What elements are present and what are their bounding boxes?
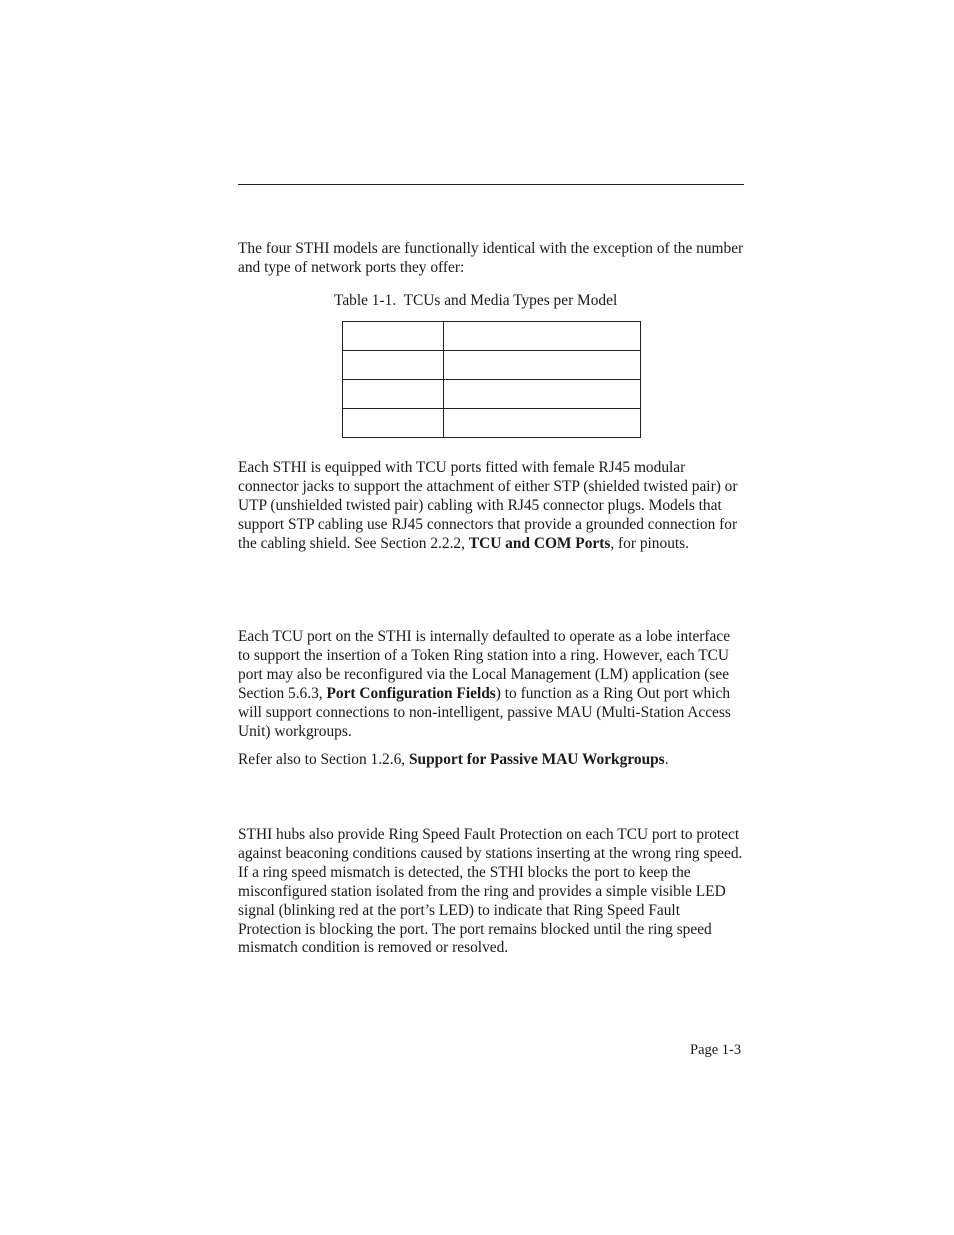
table-cell bbox=[444, 380, 641, 409]
refer-text: Refer also to Section 1.2.6, bbox=[238, 751, 409, 768]
refer-paragraph bbox=[238, 751, 744, 770]
lobe-interface-text-end: ) to function as a Ring Out port which will support connections to non-intelligent, passive MAU (Multi-Station Access Unit) workgroups. bbox=[238, 684, 731, 740]
tcu-com-ports-reference: TCU and COM Ports bbox=[468, 534, 611, 552]
page-number: Page 1-3 bbox=[690, 1042, 742, 1058]
table-row bbox=[343, 351, 641, 380]
ring-speed-paragraph: STHI hubs also provide Ring Speed Fault Protection on each TCU port to protect against beaconing conditions caused by stations inserting at the wrong ring speed. If a ring speed mismatch is detected, the STHI blocks the port to keep the misconfigured station isolated from the ring and provides a simple visible LED signal (blinking red at the port’s LED) to indicate that Ring Speed Fault Protection is blocking the port. The port remains blocked until the ring speed mismatch condition is removed or resolved. bbox=[238, 826, 743, 957]
header-rule bbox=[238, 184, 744, 185]
table-caption: Table 1-1. TCUs and Media Types per Model bbox=[334, 292, 618, 309]
table-row bbox=[343, 409, 641, 438]
tcu-ports-text: Each STHI is equipped with TCU ports fitted with female RJ45 modular connector jacks to support the attachment of either STP (shielded twisted pair) or UTP (unshielded twisted pair) cabling with RJ45 connector plugs. Models that support STP cabling use RJ45 connectors that provide a grounded connection for the cabling shield. See Section 2.2.2, bbox=[238, 459, 738, 552]
table-cell bbox=[343, 322, 444, 351]
refer-text-end: . bbox=[664, 751, 669, 768]
table-cell bbox=[444, 322, 641, 351]
table-cell bbox=[444, 351, 641, 380]
table-cell bbox=[343, 351, 444, 380]
passive-mau-reference: Support for Passive MAU Workgroups bbox=[408, 751, 665, 768]
table-cell bbox=[444, 409, 641, 438]
tcu-ports-paragraph bbox=[238, 459, 744, 554]
table-row bbox=[343, 380, 641, 409]
lobe-interface-text: Each TCU port on the STHI is internally defaulted to operate as a lobe interface to support the insertion of a Token Ring station into a ring. However, each TCU port may also be reconfigured via the Local Management (LM) application (see Section 5.6.3, bbox=[238, 628, 731, 702]
table-row bbox=[343, 322, 641, 351]
lobe-interface-paragraph bbox=[238, 628, 744, 741]
port-configuration-reference: Port Configuration Fields bbox=[326, 684, 496, 702]
models-table bbox=[342, 321, 641, 438]
table-cell bbox=[343, 380, 444, 409]
tcu-ports-text-end: , for pinouts. bbox=[610, 534, 690, 552]
table-cell bbox=[343, 409, 444, 438]
intro-paragraph: The four STHI models are functionally identical with the exception of the number and type of network ports they offer: bbox=[238, 240, 744, 276]
